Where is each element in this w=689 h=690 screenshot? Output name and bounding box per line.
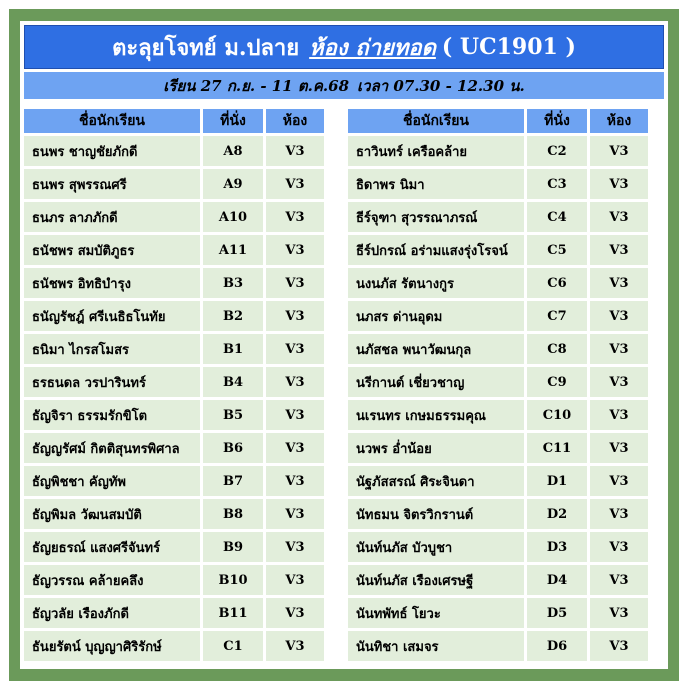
room-code: V3: [590, 367, 648, 397]
room-code: V3: [590, 169, 648, 199]
seat-number: C6: [527, 268, 587, 298]
room-code: V3: [266, 367, 324, 397]
table-header-row: [24, 109, 324, 133]
table-row: [24, 466, 324, 496]
table-row: [24, 433, 324, 463]
student-name: ธัญวลัย เรืองภักดี: [24, 598, 200, 628]
table-row: [24, 565, 324, 595]
table-row: [24, 499, 324, 529]
content-panel: [20, 21, 668, 669]
course-code: ( UC1901 ): [441, 34, 576, 60]
student-name: นันทพัทธ์ โยวะ: [348, 598, 524, 628]
table-row: [348, 169, 648, 199]
table-row: [348, 268, 648, 298]
student-name: ธาวินทร์ เครือคล้าย: [348, 136, 524, 166]
student-name: นันท์นภัส บัวบูชา: [348, 532, 524, 562]
room-code: V3: [266, 301, 324, 331]
student-name: นันท์นภัส เรืองเศรษฐี: [348, 565, 524, 595]
student-name: ธัญจิรา ธรรมรักขิโต: [24, 400, 200, 430]
table-row: [24, 532, 324, 562]
seat-number: B4: [203, 367, 263, 397]
student-name: ธันยรัตน์ บุญญาศิริรักษ์: [24, 631, 200, 661]
seat-number: D3: [527, 532, 587, 562]
room-code: V3: [590, 334, 648, 364]
table-row: [24, 598, 324, 628]
seat-number: A11: [203, 235, 263, 265]
student-name: นเรนทร เกษมธรรมคุณ: [348, 400, 524, 430]
seat-number: B3: [203, 268, 263, 298]
room-code: V3: [590, 268, 648, 298]
table-row: [348, 367, 648, 397]
table-row: [348, 598, 648, 628]
room-code: V3: [266, 499, 324, 529]
student-name: ธรธนดล วรปารินทร์: [24, 367, 200, 397]
table-row: [24, 169, 324, 199]
table-row: [348, 400, 648, 430]
student-name: ธัญวรรณ คล้ายคลึง: [24, 565, 200, 595]
student-name: ธิดาพร นิมา: [348, 169, 524, 199]
seat-number: B5: [203, 400, 263, 430]
table-row: [348, 136, 648, 166]
seat-number: C9: [527, 367, 587, 397]
room-code: V3: [590, 202, 648, 232]
room-code: V3: [590, 136, 648, 166]
seating-table-left: [21, 106, 327, 664]
room-code: V3: [266, 400, 324, 430]
room-code: V3: [266, 169, 324, 199]
room-code: V3: [590, 499, 648, 529]
student-name: ธัญยธรณ์ แสงศรีจันทร์: [24, 532, 200, 562]
column-header-seat: ที่นั่ง: [527, 109, 587, 133]
course-title: ตะลุยโจทย์ ม.ปลาย: [112, 34, 300, 61]
room-code: V3: [590, 433, 648, 463]
student-name: นรีกานต์ เชี่ยวชาญ: [348, 367, 524, 397]
table-row: [348, 202, 648, 232]
table-row: [348, 235, 648, 265]
column-header-seat: ที่นั่ง: [203, 109, 263, 133]
room-code: V3: [266, 334, 324, 364]
table-body-left: [24, 136, 324, 661]
seat-number: C5: [527, 235, 587, 265]
seat-number: C4: [527, 202, 587, 232]
room-code: V3: [590, 235, 648, 265]
seat-number: C10: [527, 400, 587, 430]
room-code: V3: [266, 235, 324, 265]
seat-number: B2: [203, 301, 263, 331]
student-name: ธนัชพร สมบัติภูธร: [24, 235, 200, 265]
table-row: [24, 367, 324, 397]
table-row: [24, 268, 324, 298]
room-code: V3: [266, 598, 324, 628]
table-row: [348, 433, 648, 463]
room-code: V3: [266, 631, 324, 661]
seat-number: A9: [203, 169, 263, 199]
table-row: [348, 499, 648, 529]
seating-table-right: [345, 106, 651, 664]
seat-number: B8: [203, 499, 263, 529]
table-row: [348, 565, 648, 595]
student-name: นัทธมน จิตรวิกรานต์: [348, 499, 524, 529]
seat-number: D2: [527, 499, 587, 529]
room-code: V3: [266, 268, 324, 298]
table-row: [24, 136, 324, 166]
student-name: นงนภัส รัตนางกูร: [348, 268, 524, 298]
room-code: V3: [590, 400, 648, 430]
seat-number: C2: [527, 136, 587, 166]
column-header-room: ห้อง: [590, 109, 648, 133]
table-row: [24, 400, 324, 430]
seat-number: C7: [527, 301, 587, 331]
student-name: ธนิมา ไกรสโมสร: [24, 334, 200, 364]
room-code: V3: [266, 532, 324, 562]
student-name: ธนพร สุพรรณศรี: [24, 169, 200, 199]
column-header-name: ชื่อนักเรียน: [348, 109, 524, 133]
student-name: ธัญพิชชา คัญทัพ: [24, 466, 200, 496]
seat-number: B1: [203, 334, 263, 364]
seat-number: D1: [527, 466, 587, 496]
seat-number: A10: [203, 202, 263, 232]
room-code: V3: [590, 631, 648, 661]
student-name: ธนัชพร อิทธิบำรุง: [24, 268, 200, 298]
student-name: ธีร์จุฑา สุวรรณาภรณ์: [348, 202, 524, 232]
table-header-row: [348, 109, 648, 133]
title-bar: [24, 25, 664, 69]
table-row: [348, 532, 648, 562]
student-name: ธีร์ปกรณ์ อร่ามแสงรุ่งโรจน์: [348, 235, 524, 265]
room-code: V3: [590, 598, 648, 628]
seat-number: C11: [527, 433, 587, 463]
student-name: นภสร ด่านอุดม: [348, 301, 524, 331]
table-row: [24, 235, 324, 265]
table-row: [24, 631, 324, 661]
column-header-name: ชื่อนักเรียน: [24, 109, 200, 133]
seat-number: B6: [203, 433, 263, 463]
room-code: V3: [590, 466, 648, 496]
student-name: ธนภร ลาภภักดี: [24, 202, 200, 232]
table-row: [348, 631, 648, 661]
room-code: V3: [590, 532, 648, 562]
student-name: นันทิชา เสมจร: [348, 631, 524, 661]
seat-number: C1: [203, 631, 263, 661]
seat-number: D5: [527, 598, 587, 628]
table-row: [24, 301, 324, 331]
seat-number: B7: [203, 466, 263, 496]
schedule-bar: [24, 72, 664, 99]
student-name: ธนัญรัชฎ์ ศรีเนธิธโนทัย: [24, 301, 200, 331]
date-range: เรียน 27 ก.ย. - 11 ต.ค.68: [163, 76, 350, 95]
outer-frame: [9, 9, 679, 681]
room-title: ห้อง ถ่ายทอด: [309, 34, 436, 61]
column-header-room: ห้อง: [266, 109, 324, 133]
student-name: นวพร อ่ำน้อย: [348, 433, 524, 463]
student-name: นภัสชล พนาวัฒนกุล: [348, 334, 524, 364]
seat-number: C3: [527, 169, 587, 199]
room-code: V3: [266, 136, 324, 166]
student-name: ธัญพิมล วัฒนสมบัติ: [24, 499, 200, 529]
room-code: V3: [266, 466, 324, 496]
seat-number: D4: [527, 565, 587, 595]
table-row: [24, 334, 324, 364]
student-name: ธัญญรัศม์ กิตติสุนทรพิศาล: [24, 433, 200, 463]
seat-number: B10: [203, 565, 263, 595]
table-row: [348, 466, 648, 496]
seat-number: C8: [527, 334, 587, 364]
room-code: V3: [590, 565, 648, 595]
student-name: นัฐภัสสรณ์ ศิระจินดา: [348, 466, 524, 496]
table-row: [348, 334, 648, 364]
seat-number: A8: [203, 136, 263, 166]
student-name: ธนพร ชาญชัยภักดี: [24, 136, 200, 166]
seat-number: B11: [203, 598, 263, 628]
room-code: V3: [266, 433, 324, 463]
room-code: V3: [266, 565, 324, 595]
room-code: V3: [266, 202, 324, 232]
table-row: [24, 202, 324, 232]
table-body-right: [348, 136, 648, 661]
seat-number: B9: [203, 532, 263, 562]
seat-number: D6: [527, 631, 587, 661]
table-row: [348, 301, 648, 331]
time-range: เวลา 07.30 - 12.30 น.: [357, 76, 525, 95]
room-code: V3: [590, 301, 648, 331]
